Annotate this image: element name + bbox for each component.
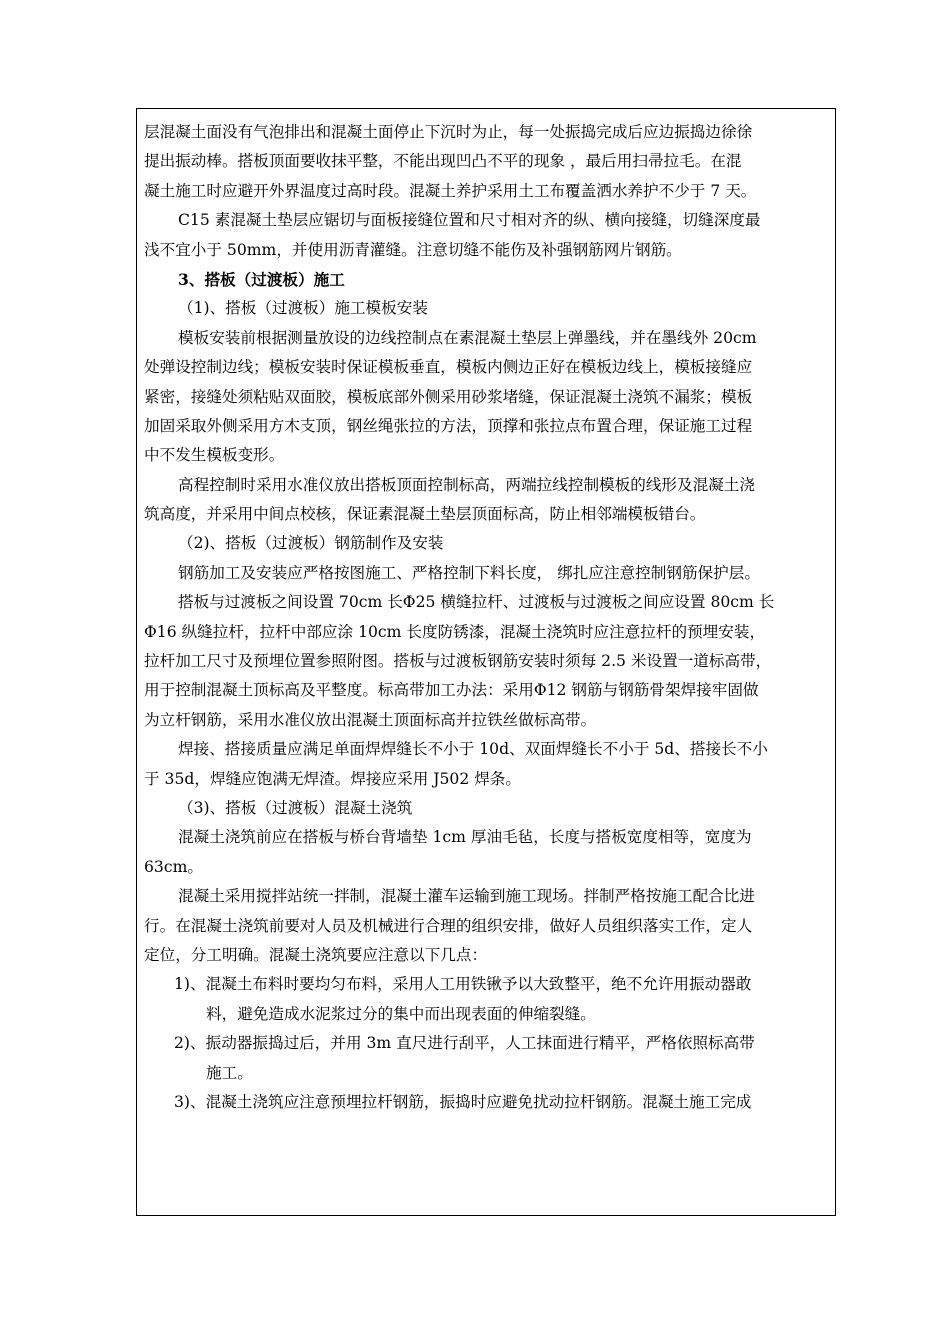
document-body xyxy=(144,118,828,1117)
text-line: 混凝土采用搅拌站统一拌制，混凝土灌车运输到施工现场。拌制严格按施工配合比进 xyxy=(178,887,755,906)
text-line: 凝土施工时应避开外界温度过高时段。混凝土养护采用土工布覆盖洒水养护不少于 7 天。 xyxy=(144,181,757,200)
text-line: 焊接、搭接质量应满足单面焊焊缝长不小于 10d、双面焊缝长不小于 5d、搭接长不小 xyxy=(178,740,768,759)
text-line: 搭板与过渡板之间设置 70cm 长Φ25 横缝拉杆、过渡板与过渡板之间应设置 80cm 长 xyxy=(178,593,775,612)
text-line: （2)、搭板（过渡板）钢筋制作及安装 xyxy=(178,534,444,553)
text-line: 施工。 xyxy=(206,1063,253,1082)
text-line: 行。在混凝土浇筑前要对人员及机械进行合理的组织安排，做好人员组织落实工作，定人 xyxy=(144,916,753,935)
text-line: 拉杆加工尺寸及预埋位置参照附图。搭板与过渡板钢筋安装时须每 2.5 米设置一道标高带， xyxy=(144,652,772,671)
text-line: 筑高度，并采用中间点校核，保证素混凝土垫层顶面标高，防止相邻端模板错台。 xyxy=(144,505,706,524)
text-line: 浅不宜小于 50mm，并使用沥青灌缝。注意切缝不能伤及补强钢筋网片钢筋。 xyxy=(144,240,682,259)
text-line: 混凝土浇筑前应在搭板与桥台背墙垫 1cm 厚油毛毡，长度与搭板宽度相等，宽度为 xyxy=(178,828,752,847)
text-line: 层混凝土面没有气泡排出和混凝土面停止下沉时为止，每一处振捣完成后应边振捣边徐徐 xyxy=(144,123,753,141)
text-line: 处弹设控制边线；模板安装时保证模板垂直，模板内侧边正好在模板边线上，模板接缝应 xyxy=(144,358,753,377)
text-line: （3)、搭板（过渡板）混凝土浇筑 xyxy=(178,798,413,817)
text-line: （1)、搭板（过渡板）施工模板安装 xyxy=(178,299,428,318)
text-line: 中不发生模板变形。 xyxy=(144,446,285,465)
text-line: 紧密，接缝处须粘贴双面胶，模板底部外侧采用砂浆堵缝，保证混凝土浇筑不漏浆；模板 xyxy=(144,387,753,406)
text-line: 模板安装前根据测量放设的边线控制点在素混凝土垫层上弹墨线，并在墨线外 20cm xyxy=(178,328,757,347)
text-line: 高程控制时采用水准仪放出搭板顶面控制标高，两端拉线控制模板的线形及混凝土浇 xyxy=(178,475,755,494)
section-heading: 3、搭板（过渡板）施工 xyxy=(178,269,345,289)
text-line: 提出振动棒。搭板顶面要收抹平整，不能出现凹凸不平的现象 ，最后用扫帚拉毛。在混 xyxy=(144,152,742,171)
text-line: 于 35d，焊缝应饱满无焊渣。焊接应采用 J502 焊条。 xyxy=(144,769,521,788)
text-line: Φ16 纵缝拉杆，拉杆中部应涂 10cm 长度防锈漆，混凝土浇筑时应注意拉杆的预埋安装， xyxy=(144,622,766,641)
text-line: 63cm。 xyxy=(144,857,203,876)
text-line: 2)、振动器振捣过后，并用 3m 直尺进行刮平，人工抹面进行精平，严格依照标高带 xyxy=(174,1034,755,1053)
text-line: 加固采取外侧采用方木支顶，钢丝绳张拉的方法，顶撑和张拉点布置合理，保证施工过程 xyxy=(144,416,753,435)
text-line: 用于控制混凝土顶标高及平整度。标高带加工办法：采用Φ12 钢筋与钢筋骨架焊接牢固做 xyxy=(144,681,759,700)
text-line: 1)、混凝土布料时要均匀布料，采用人工用铁锹予以大致整平，绝不允许用振动器敢 xyxy=(174,975,752,994)
text-line: 料，避免造成水泥浆过分的集中而出现表面的伸缩裂缝。 xyxy=(206,1004,596,1023)
text-line: C15 素混凝土垫层应锯切与面板接缝位置和尺寸相对齐的纵、横向接缝，切缝深度最 xyxy=(178,211,761,230)
text-line: 钢筋加工及安装应严格按图施工、严格控制下料长度， 绑扎应注意控制钢筋保护层。 xyxy=(178,563,760,582)
text-line: 3)、混凝土浇筑应注意预埋拉杆钢筋，振捣时应避免扰动拉杆钢筋。混凝土施工完成 xyxy=(174,1092,752,1111)
text-line: 定位，分工明确。混凝土浇筑要应注意以下几点： xyxy=(144,945,488,964)
text-line: 为立杆钢筋，采用水准仪放出混凝土顶面标高并拉铁丝做标高带。 xyxy=(144,710,597,729)
